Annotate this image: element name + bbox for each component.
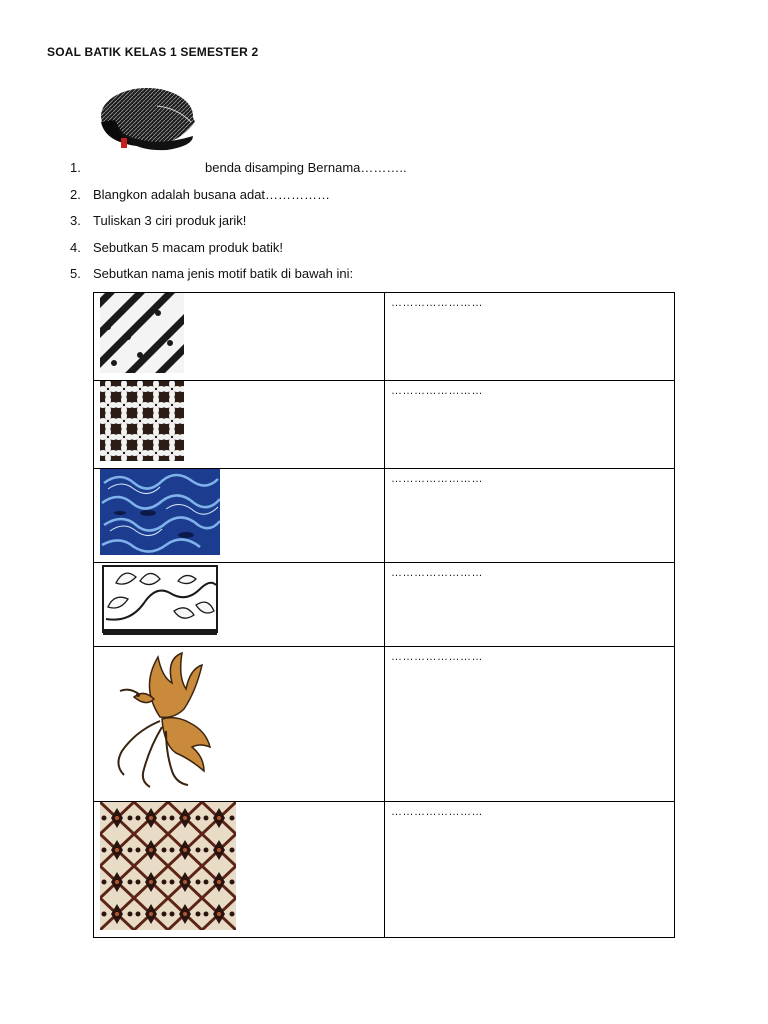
answer-blank: …………………… — [391, 651, 483, 663]
question-1 — [70, 160, 93, 176]
question-2 — [70, 187, 330, 203]
parang-motif-image — [100, 293, 184, 373]
question-5 — [70, 266, 353, 282]
motif-image-cell — [94, 293, 385, 381]
question-3 — [70, 213, 246, 229]
question-number: 5. — [70, 266, 81, 281]
answer-cell[interactable] — [385, 802, 675, 938]
answer-blank: …………………… — [391, 385, 483, 397]
table-row — [94, 293, 675, 381]
question-text: Sebutkan 5 macam produk batik! — [93, 240, 284, 255]
page-title: SOAL BATIK KELAS 1 SEMESTER 2 — [47, 45, 259, 59]
question-text: Blangkon adalah busana adat…………… — [93, 187, 331, 202]
answer-cell[interactable] — [385, 381, 675, 469]
question-number: 1. — [70, 160, 81, 175]
answer-cell[interactable] — [385, 469, 675, 563]
motif-image-cell — [94, 381, 385, 469]
answer-cell[interactable] — [385, 293, 675, 381]
question-1-text: benda disamping Bernama……….. — [205, 160, 407, 175]
phoenix-motif-image — [100, 647, 220, 795]
answer-cell[interactable] — [385, 563, 675, 647]
table-row — [94, 563, 675, 647]
motif-image-cell — [94, 802, 385, 938]
table-row — [94, 469, 675, 563]
floral-line-motif-image — [100, 563, 220, 639]
question-number: 3. — [70, 213, 81, 228]
answer-cell[interactable] — [385, 647, 675, 802]
question-number: 2. — [70, 187, 81, 202]
motif-image-cell — [94, 563, 385, 647]
answer-blank: …………………… — [391, 806, 483, 818]
kawung-motif-image — [100, 381, 184, 461]
answer-blank: …………………… — [391, 473, 483, 485]
mega-mendung-motif-image — [100, 469, 220, 555]
motif-image-cell — [94, 647, 385, 802]
table-row — [94, 647, 675, 802]
question-text: Tuliskan 3 ciri produk jarik! — [93, 213, 247, 228]
table-row — [94, 381, 675, 469]
table-row — [94, 802, 675, 938]
blangkon-image — [97, 76, 201, 160]
question-number: 4. — [70, 240, 81, 255]
answer-blank: …………………… — [391, 297, 483, 309]
question-4 — [70, 240, 283, 256]
motif-table — [93, 292, 675, 938]
answer-blank: …………………… — [391, 567, 483, 579]
sidomukti-motif-image — [100, 802, 236, 930]
question-text: Sebutkan nama jenis motif batik di bawah ini: — [93, 266, 354, 281]
motif-image-cell — [94, 469, 385, 563]
